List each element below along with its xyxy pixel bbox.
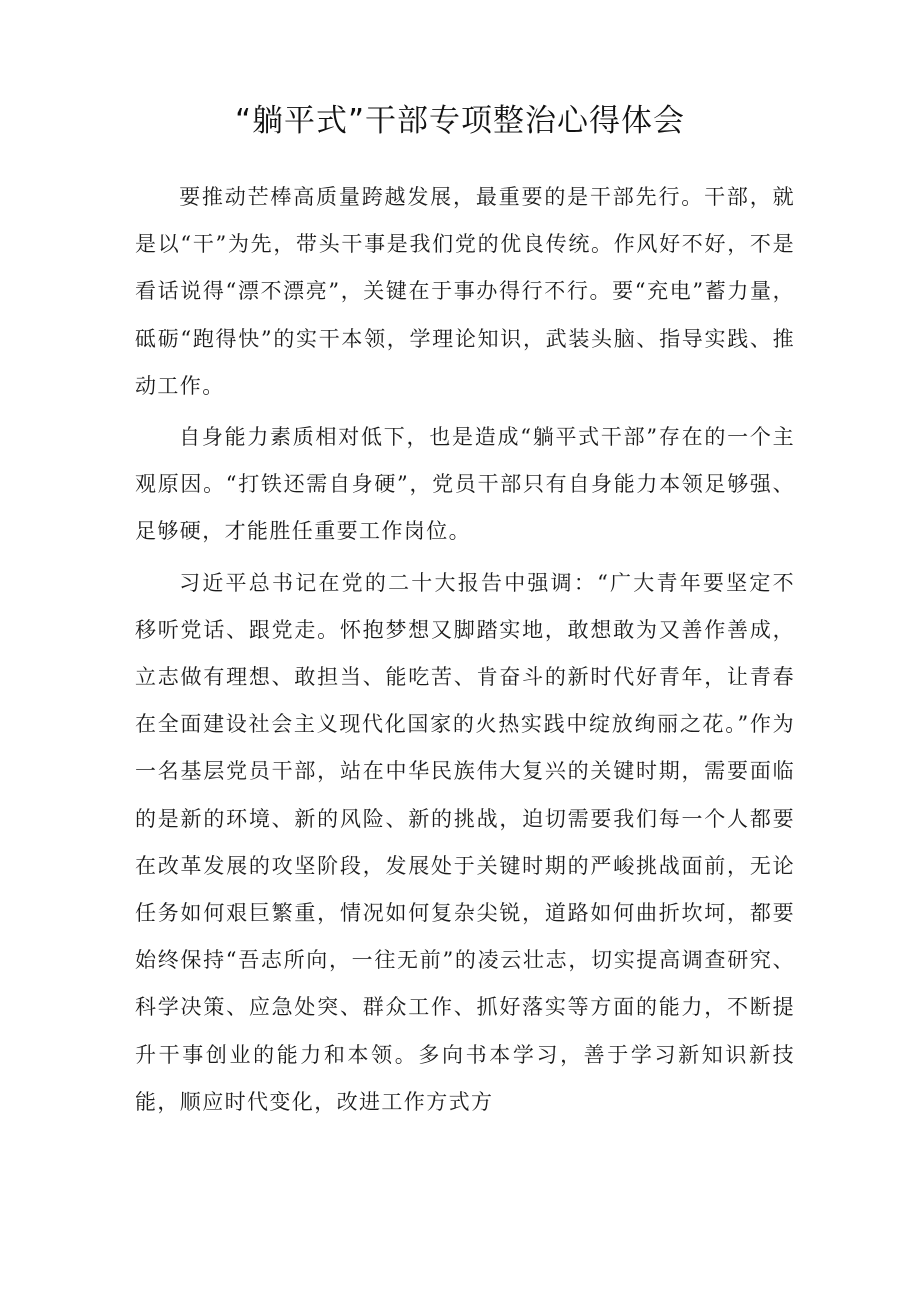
document-title: “躺平式”干部专项整治心得体会	[234, 103, 686, 139]
paragraph-1: 要推动芒棒高质量跨越发展，最重要的是干部先行。干部，就是以“干”为先，带头干事是我们党的优良传统。作风好不好，不是看话说得“漂不漂亮”，关键在于事办得行不行。要“充电”蓄力量，砥砺“跑得快”的实干本领，学理论知识，武装头脑、指导实践、推动工作。	[135, 185, 795, 398]
paragraph-2: 自身能力素质相对低下，也是造成“躺平式干部”存在的一个主观原因。“打铁还需自身硬”，党员干部只有自身能力本领足够强、足够硬，才能胜任重要工作岗位。	[135, 425, 795, 544]
paragraph-3: 习近平总书记在党的二十大报告中强调：“广大青年要坚定不移听党话、跟党走。怀抱梦想又脚踏实地，敢想敢为又善作善成，立志做有理想、敢担当、能吃苦、肯奋斗的新时代好青年，让青春在全面建设社会主义现代化国家的火热实践中绽放绚丽之花。”作为一名基层党员干部，站在中华民族伟大复兴的关键时期，需要面临的是新的环境、新的风险、新的挑战，迫切需要我们每一个人都要在改革发展的攻坚阶段，发展处于关键时期的严峻挑战面前，无论任务如何艰巨繁重，情况如何复杂尖锐，道路如何曲折坎坷，都要始终保持“吾志所向，一往无前”的凌云壮志，切实提高调查研究、科学决策、应急处突、群众工作、抓好落实等方面的能力，不断提升干事创业的能力和本领。多向书本学习，善于学习新知识新技能，顺应时代变化，改进工作方式方	[135, 570, 795, 1114]
document-body	[135, 174, 795, 1130]
